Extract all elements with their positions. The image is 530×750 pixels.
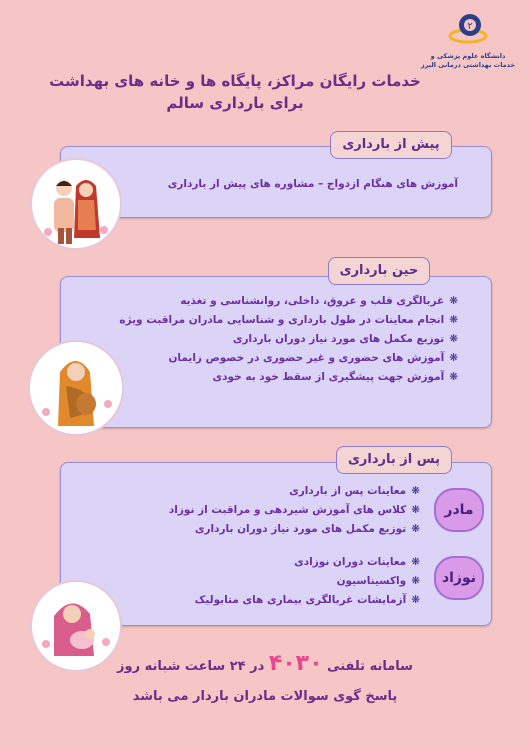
during-pregnancy-list	[119, 292, 458, 387]
page-title	[40, 70, 430, 114]
baby-badge: نوزاد	[434, 556, 484, 600]
list-item: ❋معاینات دوران نوزادی	[294, 556, 420, 568]
baby-services-list	[195, 553, 420, 610]
during-pregnancy-tag: حین بارداری	[328, 257, 430, 285]
after-pregnancy-tag: پس از بارداری	[336, 446, 452, 474]
list-item: ❋آموزش جهت پیشگیری از سقط خود به خودی	[212, 371, 458, 383]
title-line2: برای بارداری سالم	[166, 94, 304, 112]
logo-text-line1: دانشگاه علوم پزشکی و	[430, 52, 506, 60]
list-item: ❋کلاس های آموزش شیردهی و مراقبت از نوزاد	[168, 504, 420, 516]
university-logo-icon	[448, 10, 488, 50]
mother-services-list	[169, 482, 420, 539]
hotline-text	[40, 650, 490, 681]
svg-text:۲: ۲	[467, 21, 473, 32]
list-item: ❋توزیع مکمل های مورد نیاز دوران بارداری	[232, 333, 458, 345]
logo-text-line2: خدمات بهداشتی درمانی البرز	[420, 61, 516, 69]
list-item: ❋معاینات پس از بارداری	[289, 485, 420, 497]
before-pregnancy-list	[168, 175, 458, 194]
mother-badge: مادر	[434, 488, 484, 532]
university-logo	[420, 10, 516, 70]
list-item: ❋آموزش های حضوری و غیر حضوری در خصوص زایمان	[168, 352, 458, 364]
list-item: ❋آزمایشات غربالگری بیماری های متابولیک	[194, 594, 420, 606]
list-item: ❋واکسیناسیون	[336, 575, 420, 587]
before-pregnancy-tag: پیش از بارداری	[330, 131, 452, 159]
list-item: آموزش های هنگام ازدواج – مشاوره های پیش از بارداری	[167, 178, 458, 190]
hotline-prefix: سامانه تلفنی	[327, 659, 413, 674]
hotline-subtext: پاسخ گوی سوالات مادران باردار می باشد	[132, 689, 398, 704]
hotline-number: ۴۰۳۰	[268, 651, 323, 676]
title-line1: خدمات رایگان مراکز، پایگاه ها و خانه های بهداشت	[49, 72, 421, 90]
couple-illustration	[30, 158, 122, 250]
list-item: ❋غربالگری قلب و عروق، داخلی، روانشناسی و تغذیه	[180, 295, 458, 307]
pregnant-woman-illustration	[28, 340, 124, 436]
hotline-suffix: در ۲۴ ساعت شبانه روز	[117, 659, 265, 674]
list-item: ❋توزیع مکمل های مورد نیاز دوران بارداری	[194, 523, 420, 535]
list-item: ❋انجام معاینات در طول بارداری و شناسایی مادران مراقبت ویژه	[119, 314, 458, 326]
